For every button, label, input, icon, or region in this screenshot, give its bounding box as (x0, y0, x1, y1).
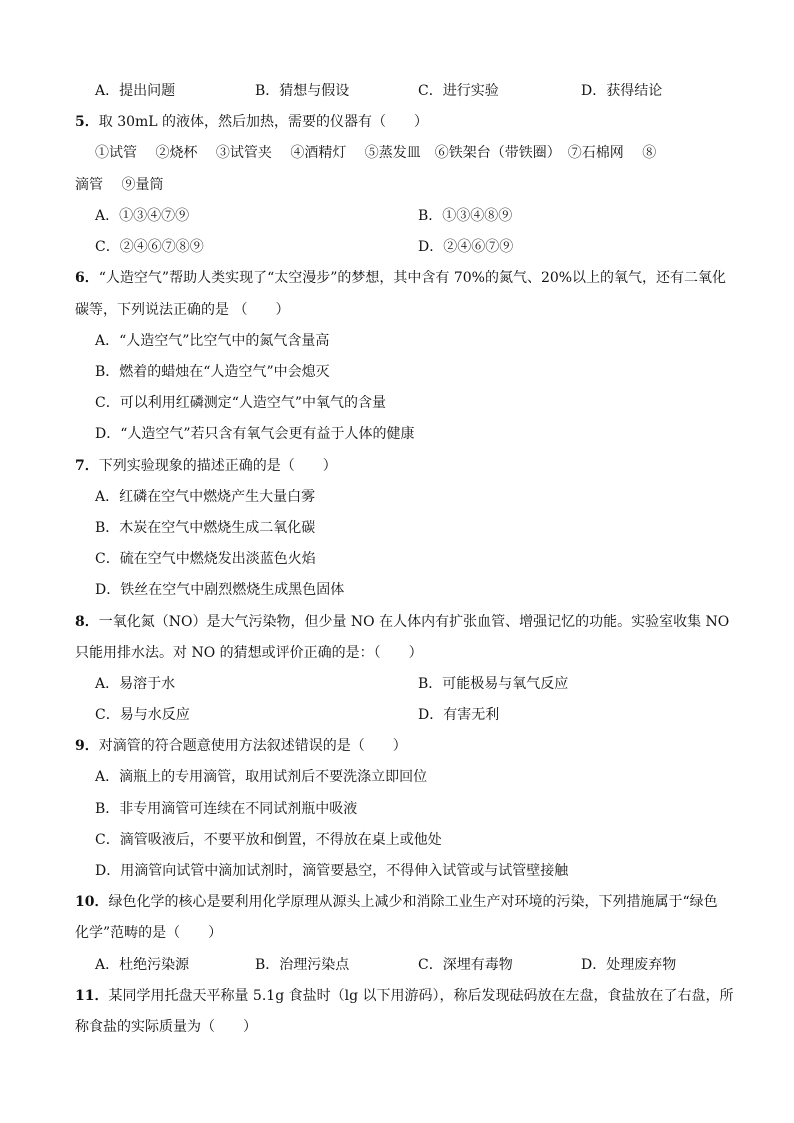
q9-option-a: A．滴瓶上的专用滴管，取用试剂后不要洗涤立即回位 (95, 769, 428, 785)
q4-option-d: D．获得结论 (581, 83, 663, 99)
q6-option-d: D．“人造空气”若只含有氧气会更有益于人体的健康 (95, 426, 415, 442)
question-number: 10． (75, 894, 109, 910)
q9-option-b: B．非专用滴管可连续在不同试剂瓶中吸液 (95, 801, 358, 817)
q5-option-b: B．①③④⑧⑨ (418, 208, 513, 224)
q5-items-line2: 滴管 ⑨量筒 (75, 177, 164, 193)
question-number: 11． (75, 988, 109, 1004)
q6-stem-cont: 碳等，下列说法正确的是 （ ） (75, 302, 290, 318)
question-6 (75, 268, 726, 288)
q5-option-c: C．②④⑥⑦⑧⑨ (95, 239, 204, 255)
q6-option-c: C．可以利用红磷测定“人造空气”中氧气的含量 (95, 395, 387, 411)
q8-option-c: C．易与水反应 (95, 707, 190, 723)
q5-option-d: D．②④⑥⑦⑨ (418, 239, 514, 255)
q9-option-d: D．用滴管向试管中滴加试剂时，滴管要悬空，不得伸入试管或与试管壁接触 (95, 863, 569, 879)
q7-option-b: B．木炭在空气中燃烧生成二氧化碳 (95, 520, 316, 536)
q10-stem-cont: 化学”范畴的是（ ） (75, 925, 223, 941)
q8-stem-cont: 只能用排水法。对 NO 的猜想或评价正确的是：（ ） (75, 645, 423, 661)
question-stem: 一氧化氮（NO）是大气污染物，但少量 NO 在人体内有扩张血管、增强记忆的功能。实验室收集 NO (98, 614, 730, 630)
q8-option-d: D．有害无利 (418, 707, 500, 723)
q4-option-b: B．猜想与假设 (255, 83, 350, 99)
q7-option-a: A．红磷在空气中燃烧产生大量白雾 (95, 489, 316, 505)
q10-option-d: D．处理废弃物 (581, 957, 677, 973)
question-number: 8． (75, 614, 99, 630)
question-number: 5． (75, 114, 99, 130)
question-5 (75, 112, 428, 132)
question-number: 9． (75, 738, 99, 754)
q4-option-c: C．进行实验 (418, 83, 499, 99)
q11-stem-cont: 称食盐的实际质量为（ ） (75, 1019, 257, 1035)
q10-option-b: B．治理污染点 (255, 957, 350, 973)
question-10 (75, 892, 718, 912)
q7-option-c: C．硫在空气中燃烧发出淡蓝色火焰 (95, 551, 316, 567)
question-8 (75, 612, 729, 632)
q9-option-c: C．滴管吸液后，不要平放和倒置，不得放在桌上或他处 (95, 832, 442, 848)
q6-option-b: B．燃着的蜡烛在“人造空气”中会熄灭 (95, 364, 330, 380)
q6-option-a: A．“人造空气”比空气中的氮气含量高 (95, 333, 330, 349)
question-stem: 取 30mL 的液体，然后加热，需要的仪器有（ ） (98, 114, 429, 130)
question-stem: 绿色化学的核心是要利用化学原理从源头上减少和消除工业生产对环境的污染，下列措施属于“绿色 (108, 894, 718, 910)
question-stem: 某同学用托盘天平称量 5.1g 食盐时（lg 以下用游码），称后发现砝码放在左盘，食盐放在了右盘，所 (108, 988, 734, 1004)
question-stem: “人造空气”帮助人类实现了“太空漫步”的梦想，其中含有 70%的氮气、20%以上的氧气，还有二氧化 (98, 270, 727, 286)
question-number: 6． (75, 270, 99, 286)
question-stem: 下列实验现象的描述正确的是（ ） (98, 458, 337, 474)
q10-option-c: C．深埋有毒物 (418, 957, 513, 973)
question-number: 7． (75, 458, 99, 474)
q5-option-a: A．①③④⑦⑨ (95, 208, 190, 224)
question-11 (75, 986, 734, 1006)
q4-option-a: A．提出问题 (95, 83, 176, 99)
q8-option-a: A．易溶于水 (95, 676, 176, 692)
question-9 (75, 736, 407, 756)
question-stem: 对滴管的符合题意使用方法叙述错误的是（ ） (98, 738, 407, 754)
q7-option-d: D．铁丝在空气中剧烈燃烧生成黑色固体 (95, 582, 345, 598)
q5-items-line1: ①试管 ②烧杯 ③试管夹 ④酒精灯 ⑤蒸发皿 ⑥铁架台（带铁圈） ⑦石棉网 ⑧ (95, 145, 657, 161)
q8-option-b: B．可能极易与氧气反应 (418, 676, 569, 692)
question-7 (75, 456, 337, 476)
q10-option-a: A．杜绝污染源 (95, 957, 190, 973)
